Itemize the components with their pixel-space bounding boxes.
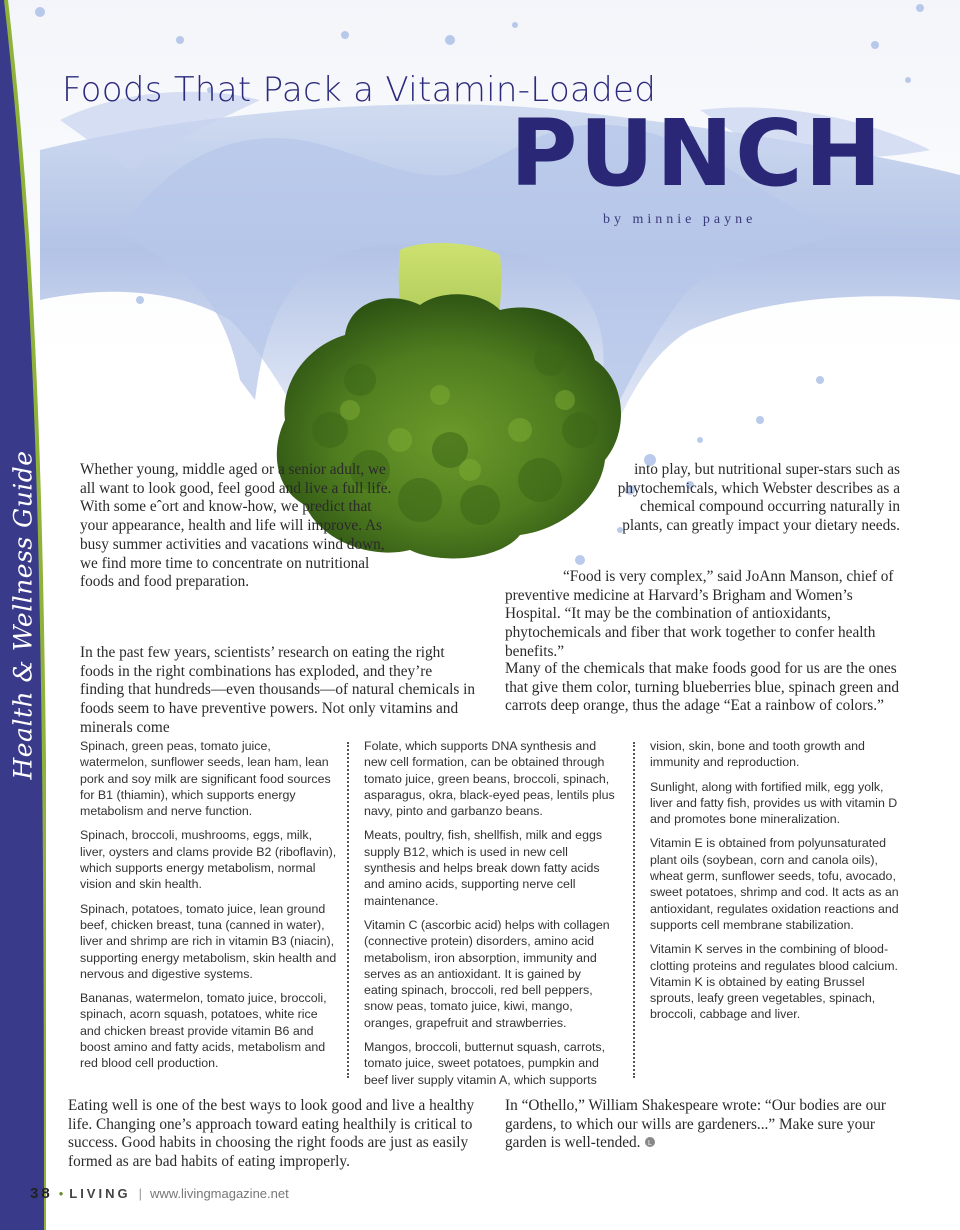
intro-paragraph-left: Whether young, middle aged or a senior adult, we all want to look good, feel good and live a full life. With some eˆort and know-how, we predict that your appearance, health and life will improve. As busy summer activities and vacations wind down, we find more time to concentrate on nutritional foods and food preparation. bbox=[80, 461, 392, 591]
article-title-punch: PUNCH bbox=[510, 100, 884, 207]
vitamin-e-item: Vitamin E is obtained from polyunsaturated plant oils (soybean, corn and canola oils), wheat germ, sunflower seeds, tofu, avocado, sweet potatoes, shrimp and cod. It acts as an antioxidant, regulates oxidation reactions and supports cell membrane stabilization. bbox=[650, 836, 899, 932]
section-label: Health & Wellness Guide bbox=[8, 450, 38, 780]
column-divider bbox=[633, 742, 635, 1078]
quote-text: “Food is very complex,” said JoAnn Manson, chief of preventive medicine at Harvard’s Brigham and Women’s Hospital. “It may be the combination of antioxidants, phytochemicals and fiber that work together to confer health benefits.” bbox=[505, 568, 894, 660]
vitamin-b12-item: Meats, poultry, fish, shellfish, milk and eggs supply B12, which is used in new cell synthesis and helps break down fatty acids and amino acids, supporting nerve cell maintenance. bbox=[364, 828, 603, 908]
vitamin-k-item: Vitamin K serves in the combining of blood-clotting proteins and regulates blood calcium. Vitamin K is obtained by eating Brussel sprouts, leafy green vegetables, spinach, broccoli, cabbage and liver. bbox=[650, 942, 898, 1022]
quote-paragraph bbox=[505, 568, 905, 662]
closing-text: In “Othello,” William Shakespeare wrote: “Our bodies are our gardens, to which our wills are gardeners...” Make sure your garden is well-tended. bbox=[505, 1097, 886, 1152]
end-mark-icon bbox=[644, 1136, 656, 1148]
vitamin-a-continued: vision, skin, bone and tooth growth and immunity and reproduction. bbox=[650, 739, 865, 770]
byline: by minnie payne bbox=[603, 212, 757, 227]
page-number: 38 bbox=[30, 1185, 53, 1202]
body-paragraph-left: In the past few years, scientists’ research on eating the right foods in the right combinations has exploded, and they’re finding that hundreds—even thousands—of natural chemicals in foods seem to have preventive powers. Not only vitamins and minerals come bbox=[80, 644, 476, 736]
vitamin-column-2 bbox=[364, 738, 618, 1096]
vitamin-b1-item: Spinach, green peas, tomato juice, watermelon, sunflower seeds, lean ham, lean pork and soy milk are significant food sources for B1 (thiamin), which supports energy metabolism and nerve function. bbox=[80, 739, 331, 819]
vitamin-column-3 bbox=[650, 738, 900, 1031]
vitamin-b6-item: Bananas, watermelon, tomato juice, broccoli, spinach, acorn squash, potatoes, white rice and chicken breast provide vitamin B6 and boost amino and fatty acids, metabolism and red blood cell production. bbox=[80, 991, 327, 1071]
color-paragraph: Many of the chemicals that make foods good for us are the ones that give them color, turning blueberries blue, spinach green and carrots deep orange, thus the adage “Eat a rainbow of colors.” bbox=[505, 660, 900, 715]
column-divider bbox=[347, 742, 349, 1078]
closing-paragraph-right bbox=[505, 1097, 915, 1153]
vitamin-a-item: Mangos, broccoli, butternut squash, carrots, tomato juice, sweet potatoes, pumpkin and beef liver supply vitamin A, which supports bbox=[364, 1040, 606, 1087]
intro-paragraph-right: into play, but nutritional super-stars such as phytochemicals, which Webster describes as a chemical compound occurring naturally in plants, can greatly impact your dietary needs. bbox=[617, 461, 900, 535]
article-title: Foods That Pack a Vitamin-Loaded bbox=[62, 70, 657, 110]
page-footer bbox=[30, 1185, 289, 1202]
vitamin-column-1 bbox=[80, 738, 338, 1080]
folate-item: Folate, which supports DNA synthesis and new cell formation, can be obtained through tomato juice, green beans, broccoli, spinach, asparagus, okra, black-eyed peas, lentils plus navy, pinto and garbanzo beans. bbox=[364, 739, 615, 819]
magazine-url[interactable]: www.livingmagazine.net bbox=[149, 1186, 289, 1201]
vitamin-c-item: Vitamin C (ascorbic acid) helps with collagen (connective protein) disorders, amino acid metabolism, iron absorption, immunity and serves as an antioxidant. It is gained by eating spinach, broccoli, red bell peppers, snow peas, tomato juice, kiwi, mango, oranges, grapefruit and strawberries. bbox=[364, 917, 610, 1030]
magazine-name: LIVING bbox=[69, 1186, 131, 1201]
vitamin-b2-item: Spinach, broccoli, mushrooms, eggs, milk, liver, oysters and clams provide B2 (riboflavin), which supports energy metabolism, normal vision and skin health. bbox=[80, 828, 337, 892]
vitamin-sidebar bbox=[80, 738, 910, 1087]
closing-paragraph-left: Eating well is one of the best ways to look good and live a healthy life. Changing one’s approach toward eating healthily is critical to success. Good habits in choosing the right foods are just as easily formed as are bad habits of eating improperly. bbox=[68, 1097, 475, 1171]
footer-separator: | bbox=[138, 1186, 142, 1201]
vitamin-b3-item: Spinach, potatoes, tomato juice, lean ground beef, chicken breast, tuna (canned in water), liver and shrimp are rich in vitamin B3 (niacin), supporting energy metabolism, skin health and nervous and digestive systems. bbox=[80, 901, 337, 981]
vitamin-d-item: Sunlight, along with fortified milk, egg yolk, liver and fatty fish, provides us with vitamin D and promotes bone mineralization. bbox=[650, 779, 898, 827]
bullet-icon: • bbox=[58, 1186, 64, 1201]
svg-text:L: L bbox=[648, 1140, 653, 1148]
